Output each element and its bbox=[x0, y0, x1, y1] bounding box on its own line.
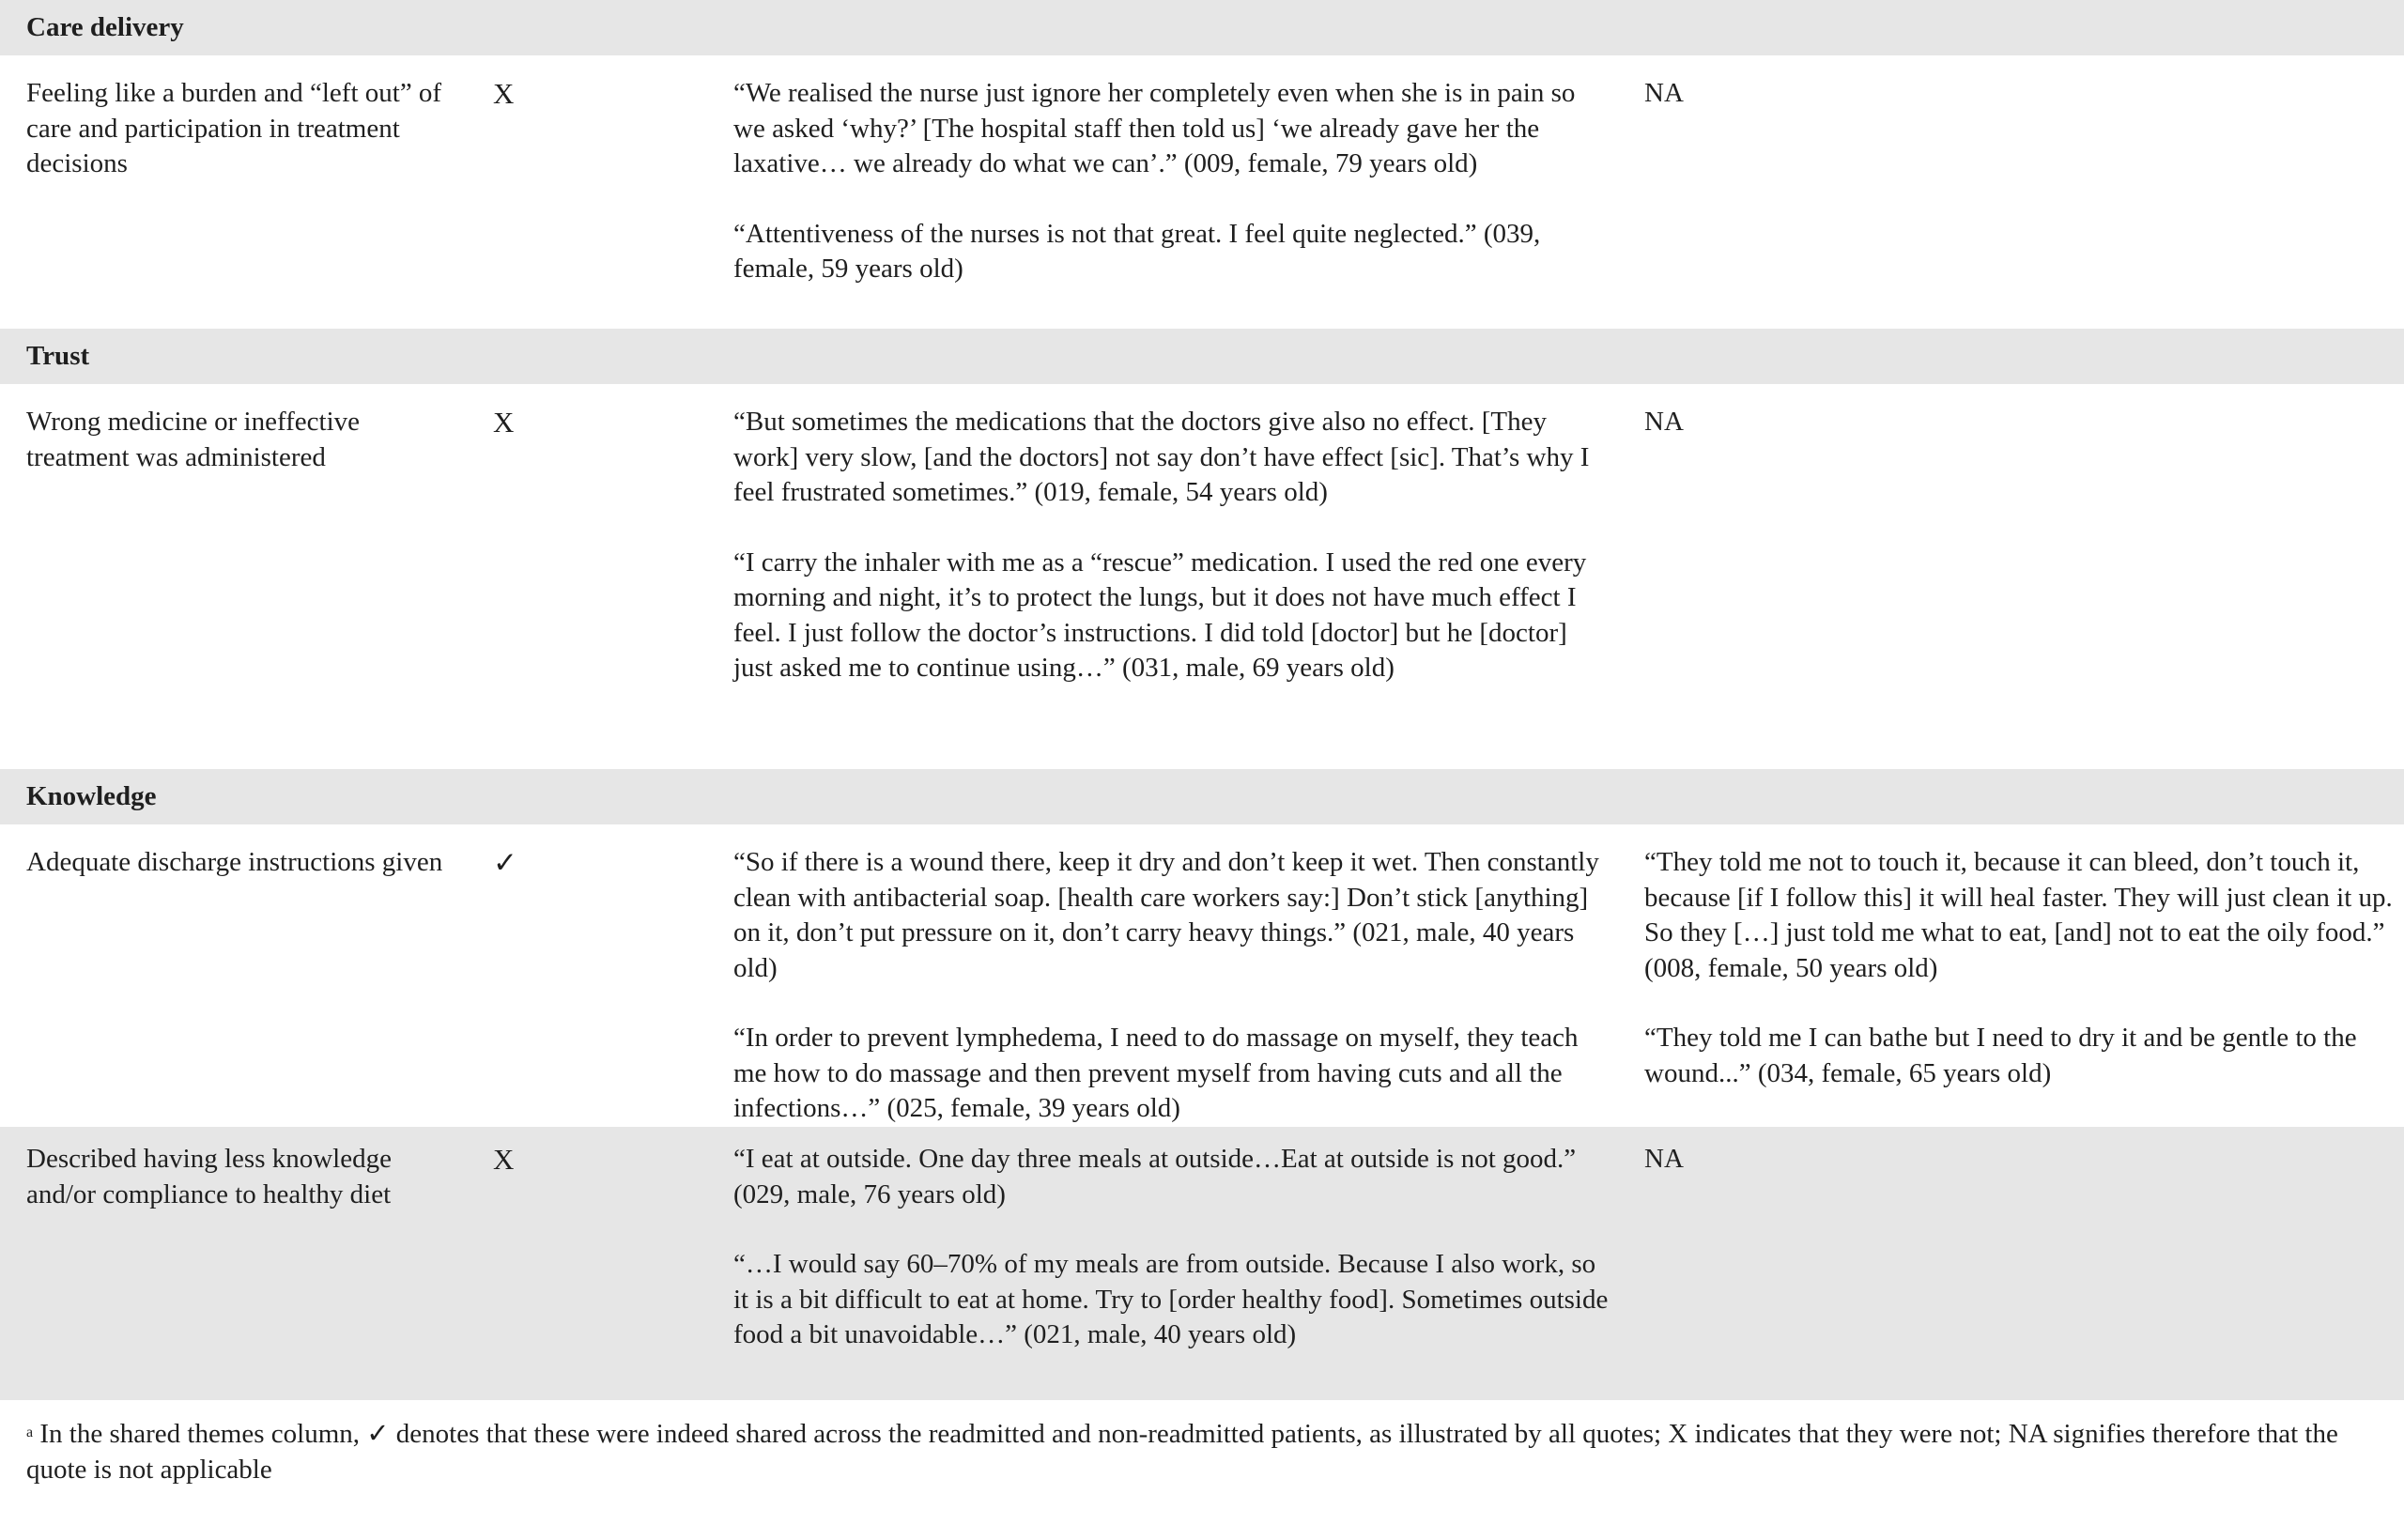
shared-cell: X bbox=[493, 77, 515, 110]
readmitted-quote: “…I would say 60–70% of my meals are from outside. Because I also work, so it is a bit difficult to eat at home. Try to [order healthy food]. Sometimes outside food a bit unavoidable…” (021, male, 40 years old) bbox=[733, 1249, 1609, 1349]
non-readmitted-quote: NA bbox=[1644, 1144, 1684, 1174]
table-row bbox=[0, 830, 2404, 1127]
table-row bbox=[0, 1127, 2404, 1400]
non-readmitted-quote: NA bbox=[1644, 407, 1684, 437]
readmitted-cell bbox=[707, 1142, 1618, 1400]
readmitted-quote: “But sometimes the medications that the doctors give also no effect. [They work] very slow, [and the doctors] not say don’t have effect [sic]. That’s why I feel frustrated sometimes.” (019, female, 54 years old) bbox=[733, 407, 1590, 507]
non-readmitted-cell bbox=[1618, 405, 2404, 769]
readmitted-cell bbox=[707, 76, 1618, 329]
non-readmitted-cell bbox=[1618, 845, 2404, 1127]
table-row bbox=[0, 390, 2404, 769]
readmitted-quote: “So if there is a wound there, keep it dry and don’t keep it wet. Then constantly clean with antibacterial soap. [health care workers say:] Don’t stick [anything] on it, don’t put pressure on it, don’t carry heavy things.” (021, male, 40 years old) bbox=[733, 847, 1599, 983]
footnote-marker: a bbox=[26, 1424, 34, 1440]
readmitted-quote: “In order to prevent lymphedema, I need to do massage on myself, they teach me how to do massage and then prevent myself from having cuts and all the infections…” (025, female, 39 years old) bbox=[733, 1023, 1579, 1123]
table-footnote bbox=[0, 1400, 2404, 1487]
section-header-trust: Trust bbox=[0, 329, 2404, 384]
readmitted-quote: “I carry the inhaler with me as a “rescue” medication. I used the red one every morning and night, it’s to protect the lungs, but it does not have much effect I feel. I just follow the doctor’s instructions. I did told [doctor] but he [doctor] just asked me to continue using…” (031, male, 69 years old) bbox=[733, 547, 1587, 683]
non-readmitted-quote: “They told me I can bathe but I need to dry it and be gentle to the wound...” (034, female, 65 years old) bbox=[1644, 1023, 2357, 1088]
readmitted-quote: “Attentiveness of the nurses is not that great. I feel quite neglected.” (039, female, 59 years old) bbox=[733, 218, 1541, 284]
readmitted-cell bbox=[707, 845, 1618, 1127]
non-readmitted-quote: NA bbox=[1644, 78, 1684, 108]
theme-cell: Wrong medicine or ineffective treatment was administered bbox=[26, 407, 361, 472]
shared-cell: X bbox=[493, 406, 515, 439]
non-readmitted-cell bbox=[1618, 76, 2404, 329]
theme-cell: Feeling like a burden and “left out” of care and participation in treatment decisions bbox=[26, 78, 442, 178]
section-header-care-delivery: Care delivery bbox=[0, 0, 2404, 55]
shared-cell: ✓ bbox=[493, 846, 517, 879]
readmitted-quote: “I eat at outside. One day three meals at outside…Eat at outside is not good.” (029, male, 76 years old) bbox=[733, 1144, 1577, 1209]
table-row bbox=[0, 61, 2404, 329]
theme-cell: Adequate discharge instructions given bbox=[26, 847, 443, 877]
readmitted-cell bbox=[707, 405, 1618, 769]
shared-cell: X bbox=[493, 1143, 515, 1176]
footnote-text: In the shared themes column, ✓ denotes that these were indeed shared across the readmitted and non-readmitted patients, as illustrated by all quotes; X indicates that they were not; NA signifies therefore that the quote is not applicable bbox=[26, 1419, 2338, 1485]
theme-cell: Described having less knowledge and/or compliance to healthy diet bbox=[26, 1144, 392, 1209]
non-readmitted-quote: “They told me not to touch it, because it can bleed, don’t touch it, because [if I follow this] it will heal faster. They will just clean it up. So they […] just told me what to eat, [and] not to eat the oily food.” (008, female, 50 years old) bbox=[1644, 847, 2393, 983]
non-readmitted-cell bbox=[1618, 1142, 2404, 1400]
section-header-knowledge: Knowledge bbox=[0, 769, 2404, 824]
readmitted-quote: “We realised the nurse just ignore her completely even when she is in pain so we asked ‘why?’ [The hospital staff then told us] ‘we already gave her the laxative… we already do what we can’.” (009, female, 79 years old) bbox=[733, 78, 1576, 178]
